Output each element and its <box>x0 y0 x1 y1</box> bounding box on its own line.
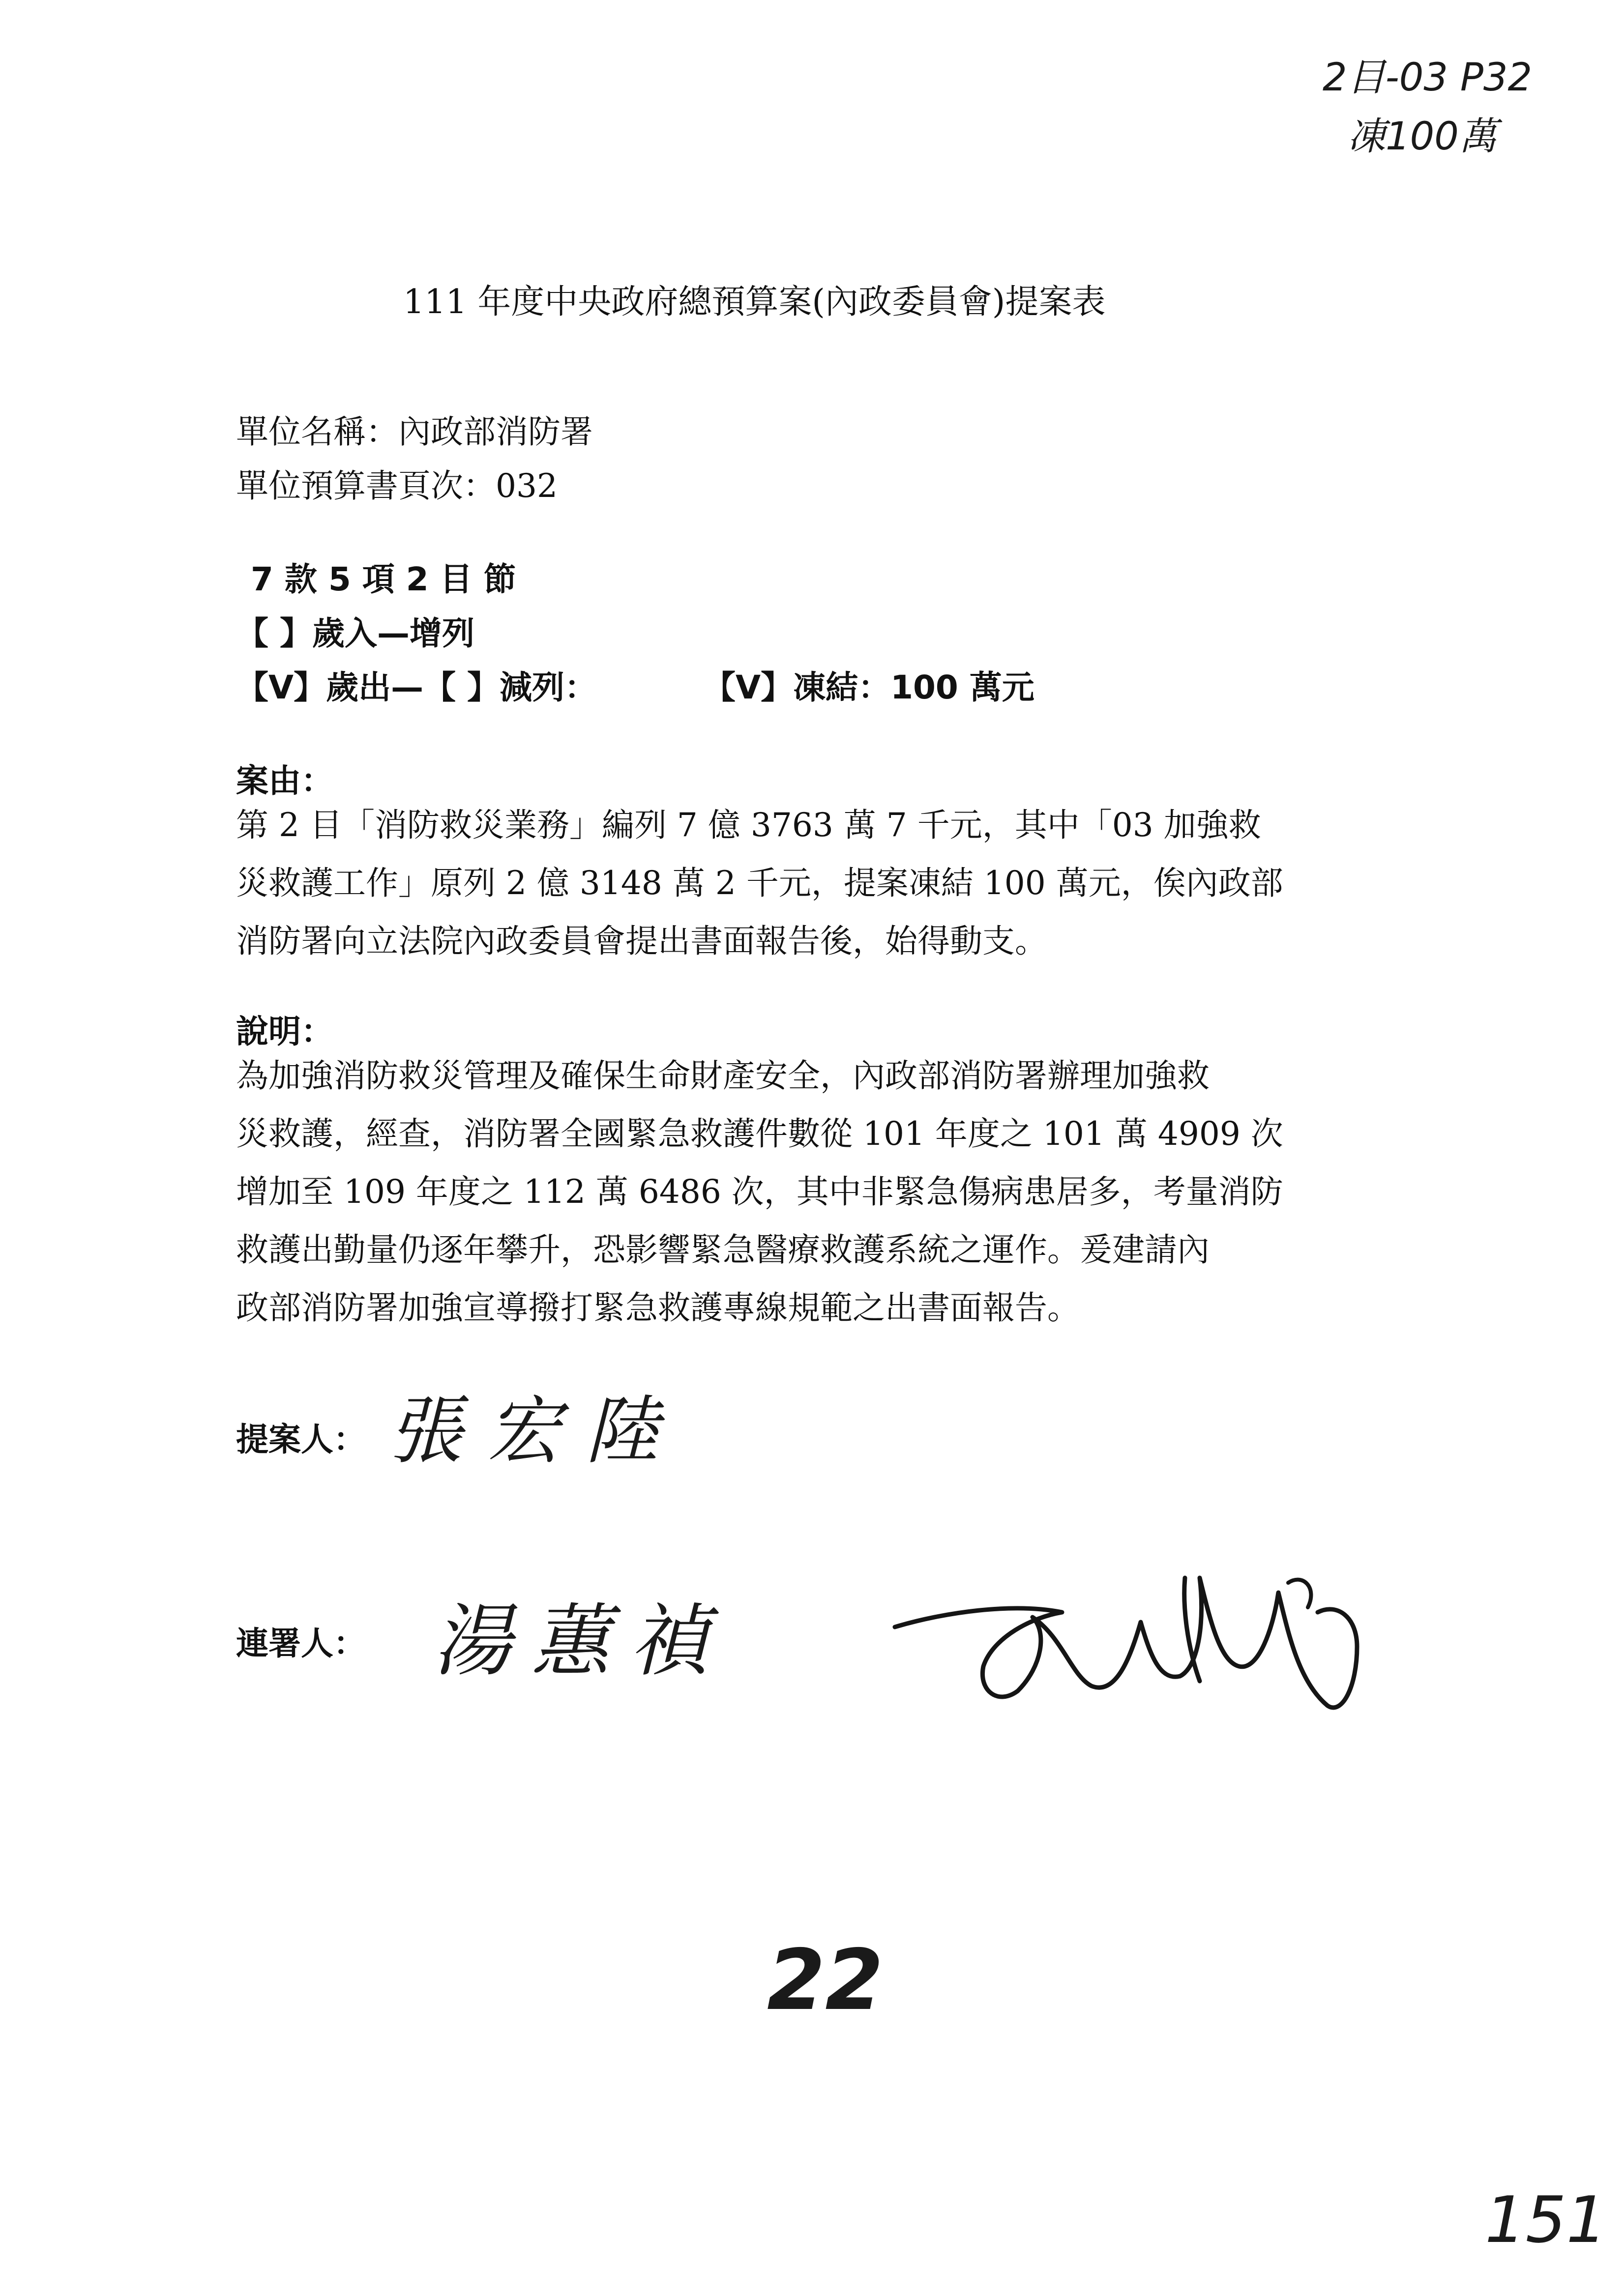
handwritten-sheet-number: 151 <box>1485 2182 1607 2257</box>
unit-budget-page: 單位預算書頁次：032 <box>236 467 558 505</box>
explanation-line: 增加至 109 年度之 112 萬 6486 次，其中非緊急傷病患居多，考量消防 <box>236 1173 1283 1211</box>
handwritten-note-freeze: 凍100萬 <box>1347 115 1497 159</box>
reason-line: 消防署向立法院內政委員會提出書面報告後，始得動支。 <box>236 922 1047 960</box>
reason-line: 第 2 目「消防救災業務」編列 7 億 3763 萬 7 千元，其中「03 加強救 <box>236 806 1261 844</box>
unit-name: 單位名稱：內政部消防署 <box>236 413 593 451</box>
handwritten-note-top: 2目-03 P32 <box>1323 56 1533 100</box>
cosigner-cursive-signature <box>885 1519 1426 1725</box>
explanation-heading: 說明： <box>236 1013 333 1050</box>
explanation-line: 為加強消防救災管理及確保生命財產安全，內政部消防署辦理加強救 <box>236 1057 1210 1095</box>
budget-item-expenditure: 【V】歲出—【 】減列： <box>236 668 597 706</box>
cosigner-label: 連署人： <box>236 1625 366 1662</box>
budget-item-revenue: 【 】歲入—增列 <box>236 614 474 652</box>
page-title: 111 年度中央政府總預算案(內政委員會)提案表 <box>403 283 1106 321</box>
handwritten-page-number: 22 <box>767 1932 884 2029</box>
explanation-line: 救護出勤量仍逐年攀升，恐影響緊急醫療救護系統之運作。爰建請內 <box>236 1231 1210 1269</box>
proposer-signature: 張宏陸 <box>388 1389 684 1474</box>
proposer-label: 提案人： <box>236 1421 366 1458</box>
budget-item-freeze: 【V】凍結：100 萬元 <box>703 668 1034 706</box>
cosigner-signature: 湯蕙禎 <box>433 1595 728 1687</box>
budget-item-category: 7 款 5 項 2 目 節 <box>251 560 516 598</box>
explanation-body <box>236 1047 1382 1337</box>
reason-heading: 案由： <box>236 762 333 800</box>
reason-line: 災救護工作」原列 2 億 3148 萬 2 千元，提案凍結 100 萬元，俟內政部 <box>236 864 1283 902</box>
reason-body <box>236 796 1382 970</box>
explanation-line: 政部消防署加強宣導撥打緊急救護專線規範之出書面報告。 <box>236 1289 1080 1327</box>
explanation-line: 災救護，經查，消防署全國緊急救護件數從 101 年度之 101 萬 4909 次 <box>236 1115 1283 1153</box>
